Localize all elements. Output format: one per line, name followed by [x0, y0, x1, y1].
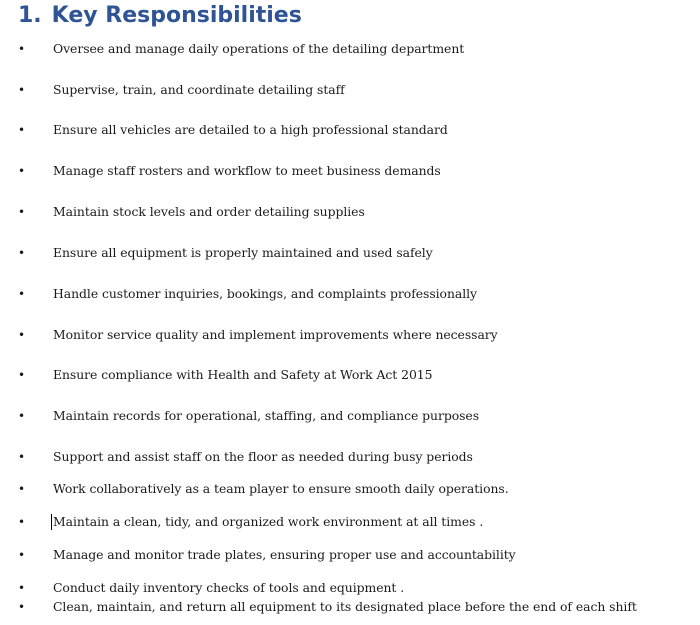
- list-item: [0, 161, 700, 181]
- list-item: [0, 80, 700, 100]
- list-item: [0, 479, 700, 499]
- list-item: [0, 447, 700, 467]
- list-item-text: Ensure compliance with Health and Safety at Work Act 2015: [53, 367, 433, 382]
- list-item-text: Handle customer inquiries, bookings, and complaints professionally: [53, 286, 477, 301]
- list-item: [0, 545, 700, 565]
- list-item-text: Conduct daily inventory checks of tools and equipment .: [53, 580, 405, 595]
- list-item-text: Ensure all vehicles are detailed to a high professional standard: [53, 122, 448, 137]
- bullet-icon: •: [18, 164, 26, 178]
- list-item: [0, 578, 700, 598]
- list-item-text: Maintain records for operational, staffing, and compliance purposes: [53, 408, 480, 423]
- bullet-icon: •: [18, 450, 26, 464]
- bullet-icon: •: [18, 548, 26, 562]
- list-item: [0, 120, 700, 140]
- bullet-icon: •: [18, 246, 26, 260]
- list-item: [0, 284, 700, 304]
- section-title: Key Responsibilities: [51, 3, 302, 28]
- list-item-text: Manage and monitor trade plates, ensuring proper use and accountability: [53, 547, 516, 562]
- list-item-text[interactable]: Maintain a clean, tidy, and organized work environment at all times .: [53, 512, 483, 532]
- list-item: [0, 406, 700, 426]
- list-item-text: Support and assist staff on the floor as needed during busy periods: [53, 449, 473, 464]
- list-item-text: Supervise, train, and coordinate detailing staff: [53, 82, 345, 97]
- bullet-icon: •: [18, 287, 26, 301]
- list-item: [0, 365, 700, 385]
- bullet-icon: •: [18, 42, 26, 56]
- bullet-icon: •: [18, 600, 26, 614]
- list-item: [0, 597, 700, 617]
- bullet-icon: •: [18, 368, 26, 382]
- bullet-icon: •: [18, 123, 26, 137]
- bullet-icon: •: [18, 409, 26, 423]
- list-item-text: Manage staff rosters and workflow to meet business demands: [53, 163, 441, 178]
- bullet-icon: •: [18, 205, 26, 219]
- bullet-icon: •: [18, 581, 26, 595]
- list-item-text: Monitor service quality and implement improvements where necessary: [53, 327, 498, 342]
- list-item: [0, 243, 700, 263]
- list-item: [0, 39, 700, 59]
- list-item-text: Oversee and manage daily operations of the detailing department: [53, 41, 465, 56]
- list-item-text: Ensure all equipment is properly maintained and used safely: [53, 245, 433, 260]
- list-item: [0, 325, 700, 345]
- bullet-icon: •: [18, 83, 26, 97]
- bullet-icon: •: [18, 515, 26, 529]
- bullet-icon: •: [18, 482, 26, 496]
- list-item-text: Work collaboratively as a team player to ensure smooth daily operations.: [53, 481, 509, 496]
- list-item[interactable]: [0, 512, 700, 532]
- list-item: [0, 202, 700, 222]
- section-number: 1.: [18, 3, 42, 28]
- bullet-icon: •: [18, 328, 26, 342]
- list-item-text: Clean, maintain, and return all equipment to its designated place before the end of each shift: [53, 599, 637, 614]
- list-item-text: Maintain stock levels and order detailing supplies: [53, 204, 365, 219]
